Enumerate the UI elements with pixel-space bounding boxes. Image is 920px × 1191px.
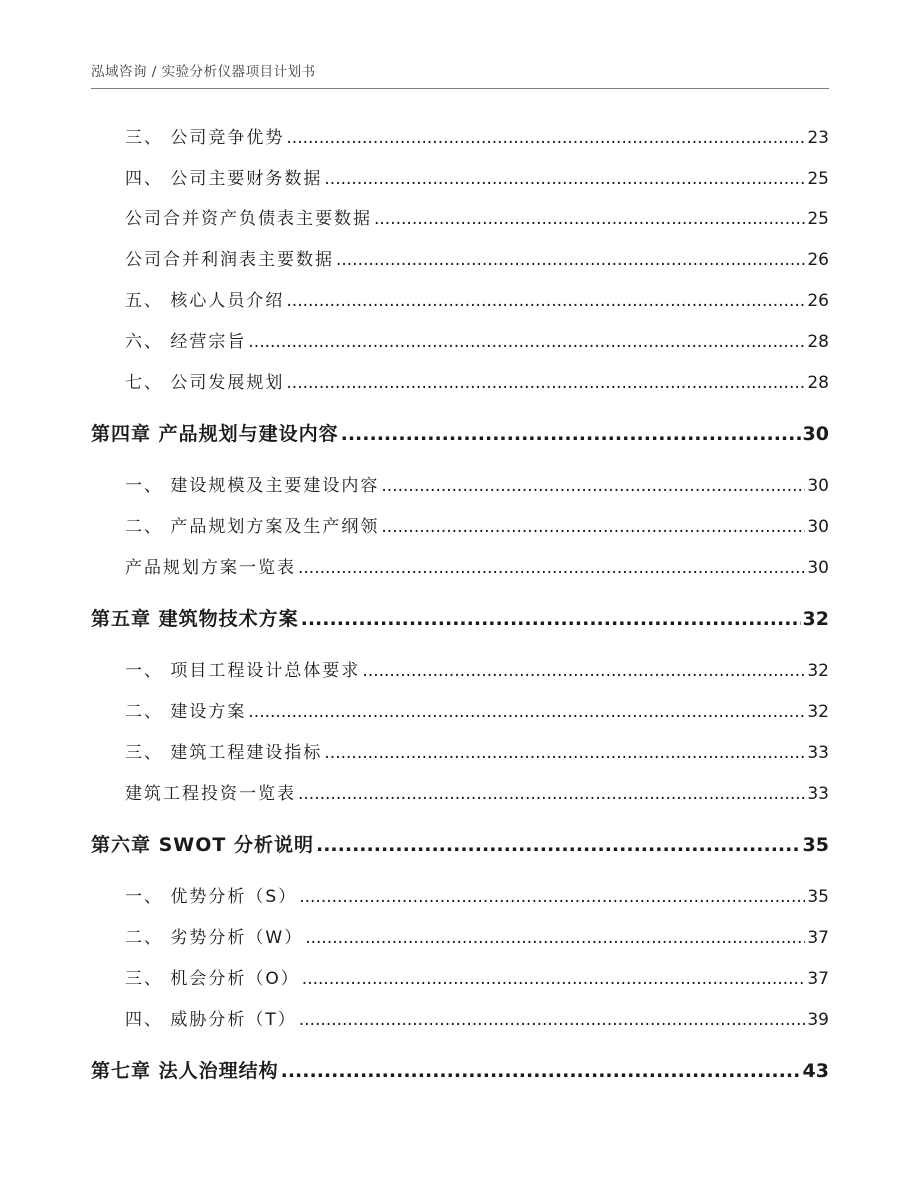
- toc-entry[interactable]: [125, 553, 829, 578]
- toc-entry-page: 37: [807, 928, 829, 948]
- dot-leader: [299, 887, 805, 907]
- toc-chapter[interactable]: [91, 1056, 829, 1083]
- toc-entry[interactable]: [125, 164, 829, 189]
- toc-entry-title: 七、 公司发展规划: [125, 373, 285, 393]
- toc-entry[interactable]: [125, 882, 829, 907]
- toc-entry[interactable]: [125, 286, 829, 311]
- toc-chapter-page: 30: [802, 423, 829, 445]
- toc-entry-page: 26: [807, 291, 829, 311]
- toc-entry[interactable]: [125, 245, 829, 270]
- toc-entry[interactable]: [125, 697, 829, 722]
- dot-leader: [316, 834, 801, 856]
- toc-entry-page: 32: [807, 702, 829, 722]
- dot-leader: [341, 423, 801, 445]
- toc-entry-title: 二、 建设方案: [125, 702, 247, 722]
- toc-entry-page: 39: [807, 1010, 829, 1030]
- dot-leader: [286, 128, 805, 148]
- toc-entry-title: 四、 威胁分析（T）: [125, 1010, 297, 1030]
- toc-entry[interactable]: [125, 656, 829, 681]
- dot-leader: [248, 332, 805, 352]
- toc-entry-page: 28: [807, 373, 829, 393]
- toc-chapter-page: 32: [802, 608, 829, 630]
- toc-entry-title: 六、 经营宗旨: [125, 332, 247, 352]
- dot-leader: [301, 608, 801, 630]
- toc-entry-title: 二、 产品规划方案及生产纲领: [125, 517, 380, 537]
- dot-leader: [281, 1060, 801, 1082]
- toc-entry-title: 一、 建设规模及主要建设内容: [125, 476, 380, 496]
- toc-chapter-title: 第四章 产品规划与建设内容: [91, 423, 339, 445]
- toc-entry-page: 37: [807, 969, 829, 989]
- toc-chapter[interactable]: [91, 830, 829, 857]
- dot-leader: [324, 169, 805, 189]
- toc-entry[interactable]: [125, 964, 829, 989]
- toc-entry-page: 35: [807, 887, 829, 907]
- toc-entry-page: 25: [807, 169, 829, 189]
- toc-chapter-page: 35: [802, 834, 829, 856]
- toc-chapter-title: 第六章 SWOT 分析说明: [91, 834, 314, 856]
- toc-entry-page: 23: [807, 128, 829, 148]
- dot-leader: [248, 702, 805, 722]
- toc-entry-page: 28: [807, 332, 829, 352]
- toc-entry[interactable]: [125, 512, 829, 537]
- toc-chapter-page: 43: [802, 1060, 829, 1082]
- toc-entry-title: 四、 公司主要财务数据: [125, 169, 323, 189]
- dot-leader: [298, 558, 805, 578]
- toc-entry-page: 33: [807, 743, 829, 763]
- toc-entry-title: 三、 机会分析（O）: [125, 969, 300, 989]
- toc-entry-page: 25: [807, 209, 829, 229]
- toc-entry-page: 33: [807, 784, 829, 804]
- toc-entry[interactable]: [125, 471, 829, 496]
- toc-entry-title: 一、 优势分析（S）: [125, 887, 298, 907]
- toc-entry-title: 公司合并资产负债表主要数据: [125, 209, 372, 229]
- toc-entry[interactable]: [125, 327, 829, 352]
- dot-leader: [362, 661, 805, 681]
- toc-chapter[interactable]: [91, 419, 829, 446]
- toc-entry[interactable]: [125, 368, 829, 393]
- dot-leader: [336, 250, 805, 270]
- toc-entry-title: 产品规划方案一览表: [125, 558, 296, 578]
- dot-leader: [305, 928, 805, 948]
- toc-chapter[interactable]: [91, 604, 829, 631]
- toc-entry[interactable]: [125, 738, 829, 763]
- dot-leader: [302, 969, 806, 989]
- toc-entry[interactable]: [125, 123, 829, 148]
- toc-entry-title: 二、 劣势分析（W）: [125, 928, 304, 948]
- dot-leader: [324, 743, 805, 763]
- dot-leader: [381, 476, 805, 496]
- dot-leader: [286, 291, 805, 311]
- toc-entry-title: 三、 公司竞争优势: [125, 128, 285, 148]
- dot-leader: [299, 1010, 806, 1030]
- toc-entry[interactable]: [125, 923, 829, 948]
- toc-entry-title: 三、 建筑工程建设指标: [125, 743, 323, 763]
- toc-entry-title: 建筑工程投资一览表: [125, 784, 296, 804]
- toc-entry-page: 26: [807, 250, 829, 270]
- toc-entry-page: 30: [807, 558, 829, 578]
- toc-entry-title: 五、 核心人员介绍: [125, 291, 285, 311]
- toc-entry-title: 一、 项目工程设计总体要求: [125, 661, 361, 681]
- dot-leader: [298, 784, 805, 804]
- toc-entry[interactable]: [125, 779, 829, 804]
- toc-chapter-title: 第五章 建筑物技术方案: [91, 608, 299, 630]
- toc-entry-page: 30: [807, 517, 829, 537]
- header-divider: [91, 88, 829, 89]
- toc-entry-page: 30: [807, 476, 829, 496]
- toc-entry[interactable]: [125, 1005, 829, 1030]
- dot-leader: [381, 517, 805, 537]
- toc-entry-title: 公司合并利润表主要数据: [125, 250, 334, 270]
- toc-chapter-title: 第七章 法人治理结构: [91, 1060, 279, 1082]
- dot-leader: [286, 373, 805, 393]
- toc-entry-page: 32: [807, 661, 829, 681]
- toc-entry[interactable]: [125, 204, 829, 229]
- running-header: 泓域咨询 / 实验分析仪器项目计划书: [91, 64, 316, 80]
- dot-leader: [374, 209, 805, 229]
